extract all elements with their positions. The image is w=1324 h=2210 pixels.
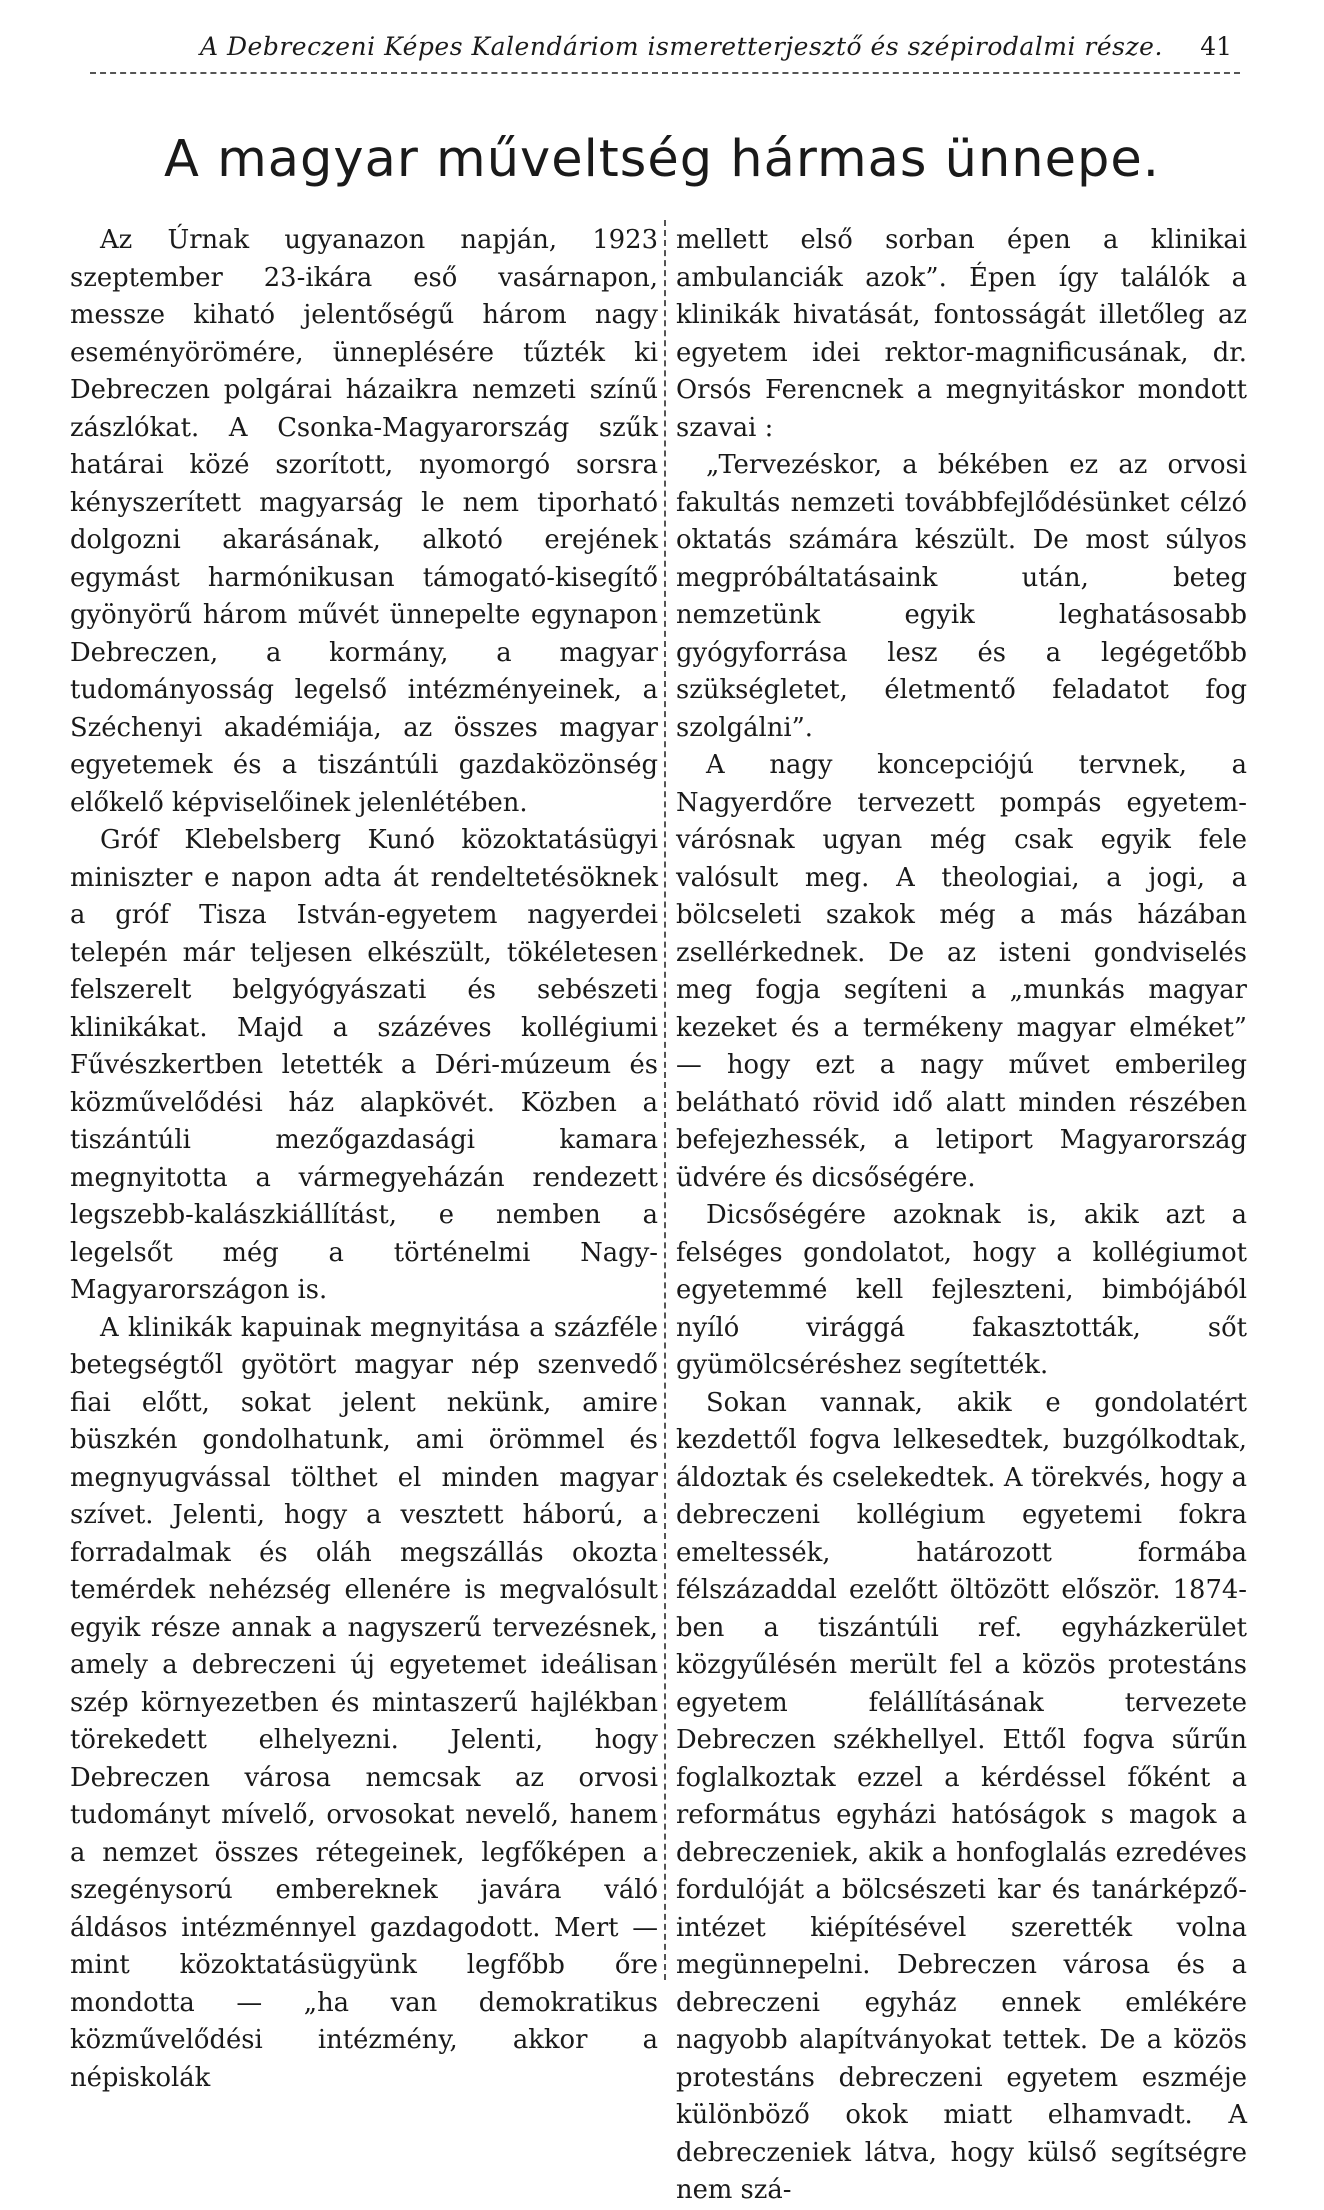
paragraph: mellett első sorban épen a klinikai ambulanciák azok”. Épen így találók a klinikák hivatását, fontosságát illetőleg az egyetem idei rektor-magnificusának, dr. Orsós Ferencnek a megnyitáskor mondott szavai :	[676, 225, 1247, 443]
column-divider	[664, 220, 666, 1980]
paragraph: A nagy koncepciójú tervnek, a Nagyerdőre tervezett pompás egyetem-várósnak ugyan még csak egyik fele valósult meg. A theologiai, a jogi, a bölcseleti szakok még a más házában zsellérkednek. De az isteni gondviselés meg fogja segíteni a „munkás magyar kezeket és a termékeny magyar elméket” — hogy ezt a nagy művet emberileg belátható rövid idő alatt minden részében befejezhessék, a letiport Magyarország üdvére és dicsőségére.	[676, 750, 1247, 1193]
running-title: A Debreczeni Képes Kalendáriom ismeretterjesztő és szépirodalmi része.	[200, 32, 1163, 61]
left-column	[70, 222, 658, 2093]
paragraph: Sokan vannak, akik e gondolatért kezdettől fogva lelkesedtek, buzgólkodtak, áldoztak és cselekedtek. A törekvés, hogy a debreczeni kollégium egyetemi fokra emeltessék, határozott formába félszázaddal ezelőtt öltözött először. 1874-ben a tiszántúli ref. egyházkerület közgyűlésén merült fel a közös protestáns egyetem felállításának tervezete Debreczen székhellyel. Ettől fogva sűrűn foglalkoztak ezzel a kérdéssel főként a református egyházi hatóságok s magok a debreczeniek, akik a honfoglalás ezredéves fordulóját a bölcsészeti kar és tanárképző-intézet kiépítésével szerették volna megünnepelni. Debreczen városa és a debreczeni egyház ennek emlékére nagyobb alapítványokat tettek. De a közös protestáns debreczeni egyetem eszméje különböző okok miatt elhamvadt. A debreczeniek látva, hogy külső segítségre nem szá-	[676, 1387, 1247, 2205]
paragraph: Az Úrnak ugyanazon napján, 1923 szeptember 23-ikára eső vasárnapon, messze kiható jelentőségű három nagy eseményörömére, ünneplésére tűzték ki Debreczen polgárai házaikra nemzeti színű zászlókat. A Csonka-Magyarország szűk határai közé szorított, nyomorgó sorsra kényszerített magyarság le nem tiporható dolgozni akarásának, alkotó erejének egymást harmónikusan támogató-kisegítő gyönyörű három művét ünnepelte egynapon Debreczen, a kormány, a magyar tudományosság legelső intézményeinek, a Széchenyi akadémiája, az összes magyar egyetemek és a tiszántúli gazdaközönség előkelő képviselőinek jelenlétében.	[70, 225, 658, 818]
paragraph: A klinikák kapuinak megnyitása a százféle betegségtől gyötört magyar nép szenvedő fiai előtt, sokat jelent nekünk, amire büszkén gondolhatunk, ami örömmel és megnyugvással tölthet el minden magyar szívet. Jelenti, hogy a vesztett háború, a forradalmak és oláh megszállás okozta temérdek nehézség ellenére is megvalósult egyik része annak a nagyszerű tervezésnek, amely a debreczeni új egyetemet ideálisan szép környezetben és mintaszerű hajlékban törekedett elhelyezni. Jelenti, hogy Debreczen városa nemcsak az orvosi tudományt mívelő, orvosokat nevelő, hanem a nemzet összes rétegeinek, legfőképen a szegénysorú embereknek javára váló áldásos intézménnyel gazdagodott. Mert — mint közoktatásügyünk legfőbb őre mondotta — „ha van demokratikus közművelődési intézmény, akkor a népiskolák	[70, 1312, 658, 2093]
paragraph: Gróf Klebelsberg Kunó közoktatásügyi miniszter e napon adta át rendeltetésöknek a gróf Tisza István-egyetem nagyerdei telepén már teljesen elkészült, tökéletesen felszerelt belgyógyászati és sebészeti klinikákat. Majd a százéves kollégiumi Fűvészkertben letették a Déri-múzeum és közművelődési ház alapkövét. Közben a tiszántúli mezőgazdasági kamara megnyitotta a vármegyeházán rendezett legszebb-kalászkiállítást, e nemben a legelsőt még a történelmi Nagy-Magyarországon is.	[70, 825, 658, 1305]
paragraph: „Tervezéskor, a békében ez az orvosi fakultás nemzeti továbbfejlődésünket célzó oktatás számára készült. De most súlyos megpróbáltatásaink után, beteg nemzetünk egyik leghatásosabb gyógyforrása lesz és a legégetőbb szükségletet, életmentő feladatot fog szolgálni”.	[676, 450, 1247, 743]
page-number: 41	[1200, 32, 1232, 61]
right-column	[676, 222, 1247, 2205]
paragraph: Dicsőségére azoknak is, akik azt a felséges gondolatot, hogy a kollégiumot egyetemmé kell fejleszteni, bimbójából nyíló virággá fakasztották, sőt gyümölcséréshez segítették.	[676, 1200, 1247, 1380]
article-title: A magyar műveltség hármas ünnepe.	[164, 130, 1160, 189]
page-header	[90, 28, 1240, 74]
